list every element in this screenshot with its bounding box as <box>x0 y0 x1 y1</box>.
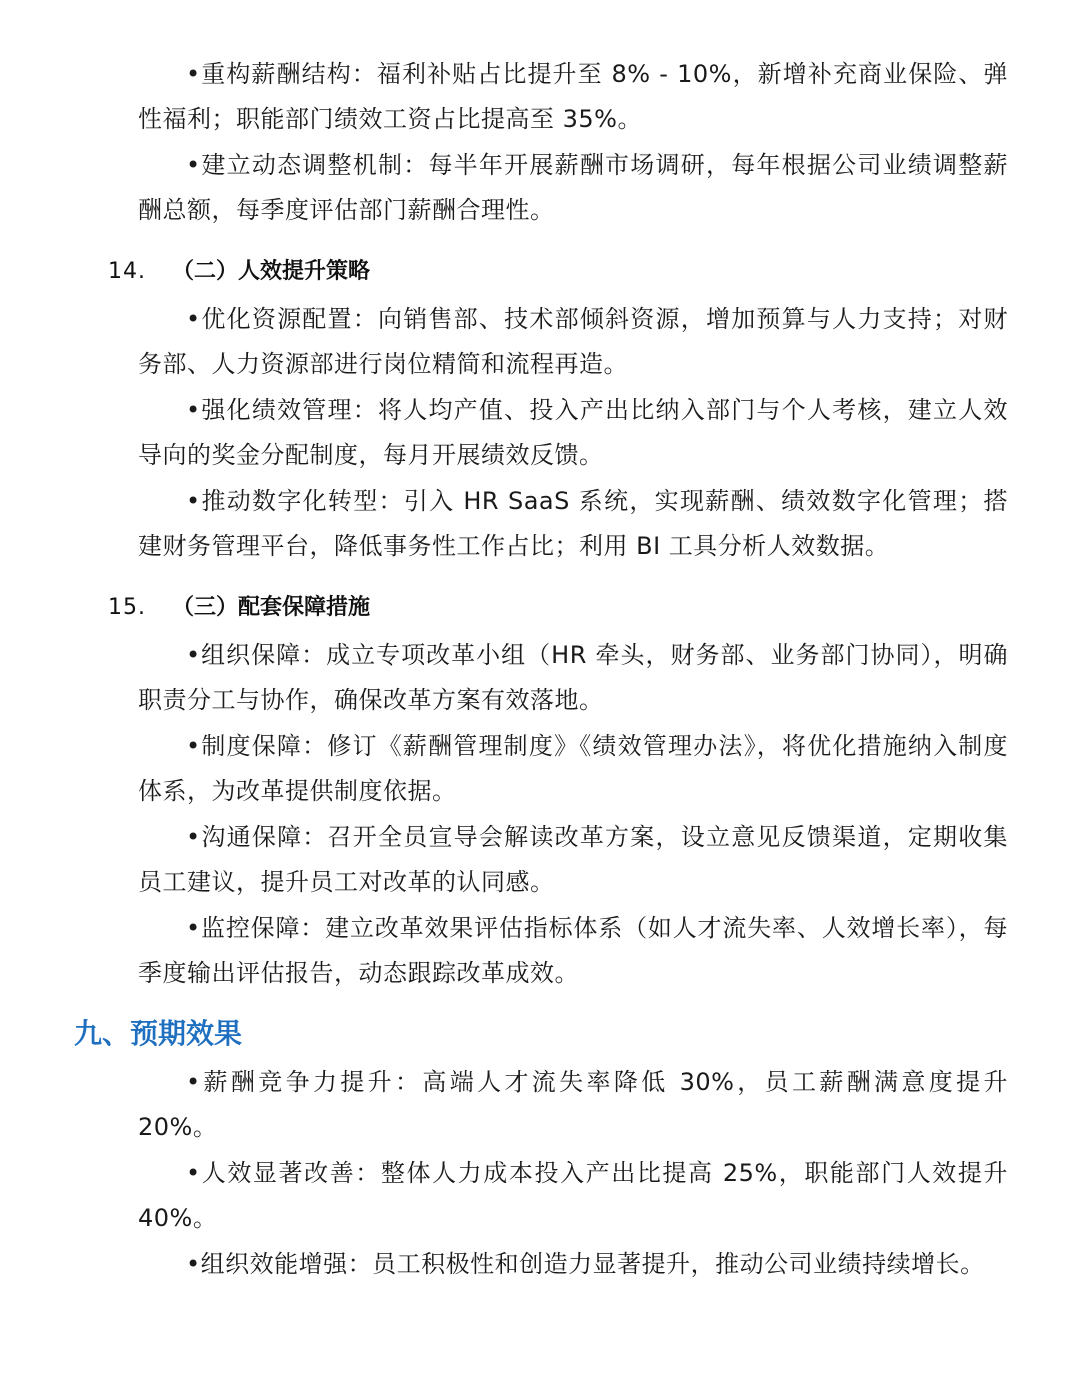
bullet-restructure-pay: •重构薪酬结构：福利补贴占比提升至 8% - 10%，新增补充商业保险、弹性福利；职能部门绩效工资占比提高至 35%。 <box>138 60 1008 133</box>
bullet-institutional-guarantee: •制度保障：修订《薪酬管理制度》《绩效管理办法》，将优化措施纳入制度体系，为改革提供制度依据。 <box>138 732 1008 805</box>
subsection-heading-14 <box>108 257 370 287</box>
section-heading-expected-effects: 九、预期效果 <box>74 1017 243 1050</box>
bullet-efficiency-improvement: •人效显著改善：整体人力成本投入产出比提高 25%，职能部门人效提升 40%。 <box>138 1159 1008 1232</box>
subsection-heading-15 <box>108 593 370 623</box>
subsection-number: 15. <box>108 595 146 620</box>
bullet-monitoring-guarantee: •监控保障：建立改革效果评估指标体系（如人才流失率、人效增长率），每季度输出评估报告，动态跟踪改革成效。 <box>138 914 1008 987</box>
bullet-dynamic-adjustment: •建立动态调整机制：每半年开展薪酬市场调研，每年根据公司业绩调整薪酬总额，每季度评估部门薪酬合理性。 <box>138 151 1008 224</box>
bullet-organizational-effectiveness: •组织效能增强：员工积极性和创造力显著提升，推动公司业绩持续增长。 <box>186 1250 985 1278</box>
subsection-number: 14. <box>108 259 146 284</box>
bullet-resource-allocation: •优化资源配置：向销售部、技术部倾斜资源，增加预算与人力支持；对财务部、人力资源部进行岗位精简和流程再造。 <box>138 305 1008 378</box>
subsection-title: （三）配套保障措施 <box>172 595 371 620</box>
bullet-organizational-guarantee: •组织保障：成立专项改革小组（HR 牵头，财务部、业务部门协同），明确职责分工与协作，确保改革方案有效落地。 <box>138 641 1008 714</box>
bullet-digital-transformation: •推动数字化转型：引入 HR SaaS 系统，实现薪酬、绩效数字化管理；搭建财务管理平台，降低事务性工作占比；利用 BI 工具分析人效数据。 <box>138 487 1008 560</box>
subsection-title: （二）人效提升策略 <box>172 259 371 284</box>
bullet-performance-management: •强化绩效管理：将人均产值、投入产出比纳入部门与个人考核，建立人效导向的奖金分配制度，每月开展绩效反馈。 <box>138 396 1008 469</box>
bullet-pay-competitiveness: •薪酬竞争力提升：高端人才流失率降低 30%，员工薪酬满意度提升 20%。 <box>138 1068 1008 1141</box>
bullet-communication-guarantee: •沟通保障：召开全员宣导会解读改革方案，设立意见反馈渠道，定期收集员工建议，提升员工对改革的认同感。 <box>138 823 1008 896</box>
